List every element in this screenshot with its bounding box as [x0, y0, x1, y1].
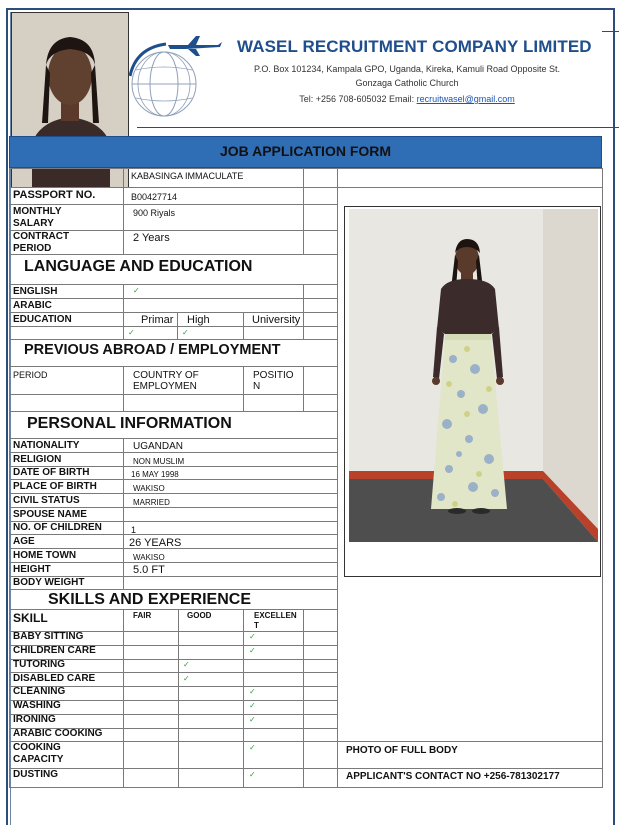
grid-line	[9, 312, 337, 313]
address-line-1: P.O. Box 101234, Kampala GPO, Uganda, Kireka, Kamuli Road Opposite St.	[253, 64, 560, 74]
skill-rating-tick: ✓	[183, 660, 190, 669]
dob-value: 16 MAY 1998	[131, 470, 179, 479]
grid-line	[9, 507, 337, 508]
grid-line	[9, 438, 337, 439]
grid-line	[177, 312, 178, 340]
full-body-photo-frame	[344, 206, 601, 577]
applicant-contact: APPLICANT'S CONTACT NO +256-781302177	[346, 771, 560, 782]
skill-rating-tick: ✓	[249, 701, 256, 710]
edu-high-tick: ✓	[182, 328, 189, 337]
grid-line	[9, 452, 337, 453]
skill-row-label: DISABLED CARE	[13, 673, 96, 684]
edu-high-label: High	[187, 314, 210, 326]
excellent-col-header: EXCELLEN T	[254, 611, 297, 630]
contact-tel: Tel: +256 708-605032 Email:	[299, 94, 415, 104]
period-label: PERIOD	[13, 370, 48, 380]
edu-primary-label: Primar	[141, 314, 174, 326]
skill-row-label: IRONING	[13, 714, 56, 725]
grid-line	[9, 284, 337, 285]
header-divider	[137, 127, 602, 128]
spouse-label: SPOUSE NAME	[13, 509, 87, 520]
skill-col-header: SKILL	[13, 611, 48, 625]
grid-line	[337, 168, 338, 788]
skill-rating-tick: ✓	[249, 743, 256, 752]
grid-line	[9, 589, 337, 590]
grid-line	[9, 187, 603, 188]
education-label: EDUCATION	[13, 314, 72, 325]
age-value: 26 YEARS	[129, 537, 182, 549]
grid-line	[243, 312, 244, 340]
grid-line	[9, 787, 603, 788]
skill-row-label: CHILDREN CARE	[13, 645, 96, 656]
hometown-value: WAKISO	[133, 553, 165, 562]
language-education-heading: LANGUAGE AND EDUCATION	[24, 258, 253, 275]
grid-line	[9, 493, 337, 494]
dob-label: DATE OF BIRTH	[13, 467, 90, 478]
hometown-label: HOME TOWN	[13, 550, 77, 561]
grid-line	[9, 609, 337, 610]
grid-line	[9, 411, 337, 412]
grid-line	[9, 339, 337, 340]
english-tick: ✓	[133, 286, 140, 295]
skill-rating-tick: ✓	[249, 715, 256, 724]
passport-value: B00427714	[131, 192, 178, 202]
skill-row-label: WASHING	[13, 700, 61, 711]
salary-label: MONTHLY SALARY	[13, 206, 62, 229]
grid-line	[303, 168, 304, 254]
full-body-photo	[349, 209, 598, 542]
grid-line	[9, 741, 603, 742]
grid-line	[178, 609, 179, 788]
personal-info-heading: PERSONAL INFORMATION	[27, 415, 232, 432]
english-label: ENGLISH	[13, 286, 58, 297]
company-address	[232, 62, 582, 90]
pob-value: WAKISO	[133, 484, 165, 493]
grid-line	[123, 366, 124, 411]
salary-value: 900 Riyals	[133, 208, 176, 218]
grid-line	[9, 562, 337, 563]
grid-line	[9, 168, 10, 788]
religion-value: NON MUSLIM	[133, 457, 185, 466]
contract-value: 2 Years	[133, 232, 170, 244]
passport-label: PASSPORT NO.	[13, 189, 96, 201]
grid-line	[123, 284, 124, 340]
civil-status-value: MARRIED	[133, 498, 170, 507]
good-col-header: GOOD	[187, 611, 212, 620]
arabic-label: ARABIC	[13, 300, 52, 311]
grid-line	[123, 609, 124, 788]
grid-line	[9, 168, 603, 169]
nationality-label: NATIONALITY	[13, 440, 80, 451]
pob-label: PLACE OF BIRTH	[13, 481, 97, 492]
company-logo	[126, 34, 226, 124]
grid-line	[9, 366, 337, 367]
grid-line	[243, 366, 244, 411]
skill-row-label: DUSTING	[13, 769, 58, 780]
form-title-bar	[9, 136, 602, 168]
edu-primary-tick: ✓	[128, 328, 135, 337]
position-label: POSITIO N	[253, 370, 294, 392]
previous-abroad-heading: PREVIOUS ABROAD / EMPLOYMENT	[24, 342, 281, 358]
weight-label: BODY WEIGHT	[13, 577, 85, 588]
skill-rating-tick: ✓	[183, 674, 190, 683]
address-line-2: Gonzaga Catholic Church	[355, 78, 459, 88]
age-label: AGE	[13, 536, 35, 547]
grid-line	[9, 204, 337, 205]
skill-row-label: ARABIC COOKING	[13, 728, 103, 739]
civil-status-label: CIVIL STATUS	[13, 495, 80, 506]
children-label: NO. OF CHILDREN	[13, 522, 102, 533]
edu-university-label: University	[252, 314, 301, 326]
grid-line	[303, 366, 304, 411]
skill-row-label: CLEANING	[13, 686, 66, 697]
company-name: WASEL RECRUITMENT COMPANY LIMITED	[237, 37, 592, 56]
nationality-value: UGANDAN	[133, 441, 184, 452]
skills-heading: SKILLS AND EXPERIENCE	[48, 591, 251, 608]
skill-row-label: BABY SITTING	[13, 631, 84, 642]
skill-rating-tick: ✓	[249, 646, 256, 655]
religion-label: RELIGION	[13, 454, 62, 465]
skill-rating-tick: ✓	[249, 632, 256, 641]
header-rule-top	[602, 31, 619, 32]
photo-caption: PHOTO OF FULL BODY	[346, 745, 458, 756]
grid-line	[303, 609, 304, 788]
grid-line	[602, 168, 603, 788]
contact-email-link[interactable]: recruitwasel@gmail.com	[416, 94, 515, 104]
country-label: COUNTRY OF EMPLOYMEN	[133, 370, 199, 392]
grid-line	[123, 438, 124, 589]
grid-line	[123, 168, 124, 254]
grid-line	[303, 284, 304, 340]
grid-line	[9, 298, 337, 299]
form-title: JOB APPLICATION FORM	[219, 143, 392, 159]
skill-row-label: COOKING CAPACITY	[13, 742, 64, 765]
height-value: 5.0 FT	[133, 564, 165, 576]
skill-rating-tick: ✓	[249, 687, 256, 696]
header-rule-right	[602, 127, 619, 128]
skill-row-label: TUTORING	[13, 659, 66, 670]
children-value: 1	[131, 525, 137, 535]
company-contact	[232, 94, 582, 104]
fair-col-header: FAIR	[133, 611, 152, 620]
grid-line	[9, 714, 337, 715]
contract-label: CONTRACT PERIOD	[13, 231, 70, 254]
skill-rating-tick: ✓	[249, 770, 256, 779]
height-label: HEIGHT	[13, 564, 51, 575]
grid-line	[9, 534, 337, 535]
grid-line	[243, 609, 244, 788]
grid-line	[9, 326, 337, 327]
applicant-name-value: KABASINGA IMMACULATE	[131, 171, 244, 181]
grid-line	[9, 394, 337, 395]
grid-line	[9, 768, 603, 769]
